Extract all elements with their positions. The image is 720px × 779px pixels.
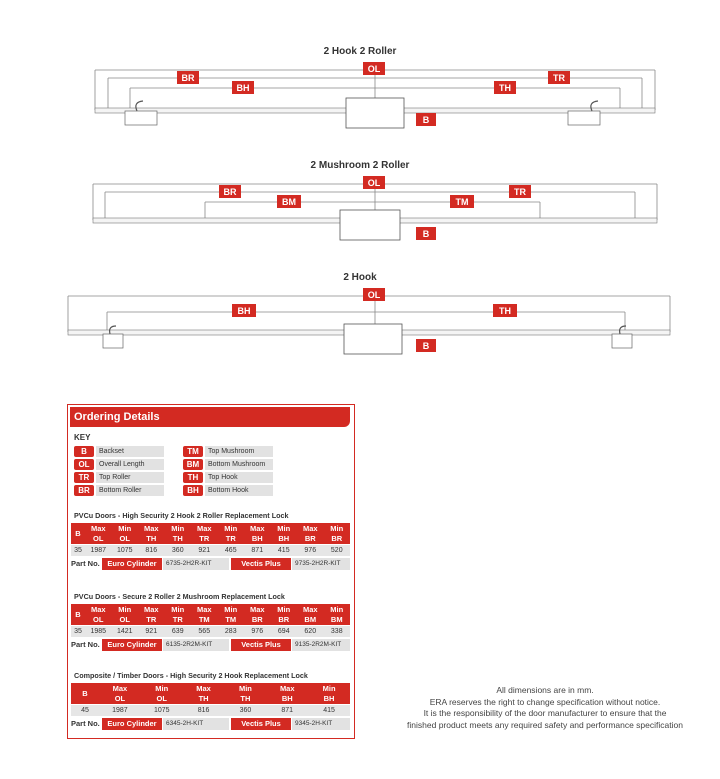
svg-text:TR: TR (553, 73, 565, 83)
value-cell: 921 (198, 547, 211, 554)
section-title: Composite / Timber Doors - High Security 2 Hook Replacement Lock (74, 671, 308, 680)
header-cell: Min BM (330, 604, 344, 624)
diagram-2-hook (0, 284, 720, 356)
vectis-plus-tag: Vectis Plus (231, 558, 291, 570)
notes-block (370, 685, 720, 731)
value-cell: 465 (224, 547, 237, 554)
key-item-overall-length: OL Overall Length (74, 459, 166, 470)
diagram-title-2-mushroom-2-roller: 2 Mushroom 2 Roller (310, 160, 410, 171)
header-cell: Max BR (302, 523, 318, 543)
header-cell: Min BR (277, 604, 291, 624)
euro-cylinder-code: 6345-2H-KIT (163, 718, 229, 730)
svg-text:OL: OL (367, 290, 381, 300)
svg-text:BH: BH (236, 83, 250, 93)
value-cell: 565 (198, 628, 211, 635)
header-cell: Min OL (118, 523, 132, 543)
value-cell: 338 (330, 628, 343, 635)
svg-text:B: B (422, 115, 430, 125)
key-item-backset: B Backset (74, 446, 166, 457)
header-cell: B (82, 688, 88, 698)
key-item-top-hook: TH Top Hook (183, 472, 275, 483)
svg-text:OL: OL (367, 178, 381, 188)
tag-bm (277, 195, 301, 208)
diagram-2-hook-2-roller (0, 58, 720, 130)
tag-bh (232, 81, 254, 94)
header-cell: Max TM (196, 604, 212, 624)
value-cell: 520 (330, 547, 343, 554)
header-cell: Max TR (143, 604, 159, 624)
header-cell: Min BH (322, 683, 336, 703)
part-number-label: Part No. (71, 559, 100, 568)
ordering-details-panel (67, 404, 355, 739)
svg-text:B: B (422, 341, 430, 351)
part-number-label: Part No. (71, 640, 100, 649)
header-cell: Max OL (90, 523, 106, 543)
value-cell: 694 (277, 628, 290, 635)
header-cell: Max TR (196, 523, 212, 543)
svg-text:B: B (422, 229, 430, 239)
key-item-bottom-mushroom: BM Bottom Mushroom (183, 459, 275, 470)
header-cell: Min TH (171, 523, 185, 543)
tag-ol (363, 176, 385, 189)
svg-text:BM: BM (282, 197, 296, 207)
value-cell: 1075 (116, 547, 133, 554)
tag-ol (363, 62, 385, 75)
header-cell: Max TH (143, 523, 159, 543)
value-cell: 639 (171, 628, 184, 635)
svg-text:BR: BR (181, 73, 195, 83)
header-cell: Min TH (238, 683, 252, 703)
header-cell: Min TR (224, 523, 238, 543)
svg-text:BR: BR (223, 187, 237, 197)
header-cell: Max OL (112, 683, 128, 703)
tag-ol (363, 288, 385, 301)
svg-text:TR: TR (514, 187, 526, 197)
value-cell: 415 (277, 547, 290, 554)
table-value-row (71, 626, 350, 637)
value-cell: 1987 (112, 707, 128, 714)
value-cell: 976 (304, 547, 317, 554)
header-cell: Min BH (277, 523, 291, 543)
euro-cylinder-code: 6135-2R2M-KIT (163, 639, 229, 651)
value-cell: 871 (251, 547, 264, 554)
euro-cylinder-tag: Euro Cylinder (102, 558, 162, 570)
header-cell: Max BR (249, 604, 265, 624)
svg-text:BH: BH (237, 306, 251, 316)
tag-tm (450, 195, 474, 208)
key-item-top-mushroom: TM Top Mushroom (183, 446, 275, 457)
section-title: PVCu Doors - High Security 2 Hook 2 Roller Replacement Lock (74, 511, 289, 520)
table-value-row (71, 545, 350, 556)
svg-text:TM: TM (455, 197, 469, 207)
key-item-bottom-roller: BR Bottom Roller (74, 485, 166, 496)
value-cell: 283 (224, 628, 237, 635)
header-cell: B (75, 528, 81, 538)
vectis-plus-code: 9135-2R2M-KIT (292, 639, 350, 651)
header-cell: Min OL (155, 683, 169, 703)
header-cell: Min TR (171, 604, 185, 624)
vectis-plus-code: 9345-2H-KIT (292, 718, 350, 730)
value-cell: 921 (145, 628, 158, 635)
value-cell: 1985 (90, 628, 107, 635)
table-value-row (71, 705, 350, 716)
key-title: KEY (74, 433, 91, 442)
value-cell: 45 (81, 707, 89, 714)
note-line: It is the responsibility of the door manufacturer to ensure that the (423, 708, 667, 718)
header-cell: Max BH (279, 683, 295, 703)
vectis-plus-tag: Vectis Plus (231, 639, 291, 651)
tag-tr (548, 71, 570, 84)
tag-b (416, 339, 436, 352)
svg-text:TH: TH (499, 83, 511, 93)
tag-tr (509, 185, 531, 198)
value-cell: 816 (145, 547, 158, 554)
tag-th (494, 81, 516, 94)
key-item-top-roller: TR Top Roller (74, 472, 166, 483)
header-cell: Min OL (118, 604, 132, 624)
vectis-plus-tag: Vectis Plus (231, 718, 291, 730)
part-number-row (71, 718, 350, 730)
value-cell: 35 (74, 628, 82, 635)
value-cell: 1987 (90, 547, 107, 554)
value-cell: 35 (74, 547, 82, 554)
tag-th (493, 304, 517, 317)
note-line: finished product meets any required safety and performance specification (407, 719, 683, 730)
part-number-row (71, 639, 350, 651)
euro-cylinder-code: 6735-2H2R-KIT (163, 558, 229, 570)
value-cell: 976 (251, 628, 264, 635)
value-cell: 360 (239, 707, 252, 714)
header-cell: Max BM (302, 604, 318, 624)
value-cell: 871 (281, 707, 294, 714)
table-header-row (71, 683, 350, 704)
header-cell: B (75, 609, 81, 619)
value-cell: 620 (304, 628, 317, 635)
header-cell: Max OL (90, 604, 106, 624)
part-number-row (71, 558, 350, 570)
tag-br (177, 71, 199, 84)
value-cell: 816 (197, 707, 210, 714)
section-title: PVCu Doors - Secure 2 Roller 2 Mushroom Replacement Lock (74, 592, 285, 601)
key-item-bottom-hook: BH Bottom Hook (183, 485, 275, 496)
header-cell: Min TM (224, 604, 238, 624)
tag-bh (232, 304, 256, 317)
tag-b (416, 113, 436, 126)
ordering-details-title: Ordering Details (70, 407, 350, 427)
vectis-plus-code: 9735-2H2R-KIT (292, 558, 350, 570)
table-header-row (71, 523, 350, 544)
header-cell: Min BR (330, 523, 344, 543)
diagram-2-mushroom-2-roller (0, 172, 720, 244)
diagram-title-2-hook: 2 Hook (343, 272, 377, 283)
header-cell: Max BH (249, 523, 265, 543)
value-cell: 1421 (116, 628, 133, 635)
header-cell: Max TH (196, 683, 211, 703)
tag-br (219, 185, 241, 198)
table-header-row (71, 604, 350, 625)
note-line: ERA reserves the right to change specification without notice. (429, 696, 661, 707)
svg-text:TH: TH (499, 306, 511, 316)
svg-text:OL: OL (367, 64, 381, 74)
diagram-title-2-hook-2-roller: 2 Hook 2 Roller (323, 46, 397, 57)
part-number-label: Part No. (71, 719, 100, 728)
value-cell: 1075 (153, 707, 170, 714)
tag-b (416, 227, 436, 240)
note-line: All dimensions are in mm. (496, 685, 594, 695)
value-cell: 360 (171, 547, 184, 554)
value-cell: 415 (323, 707, 335, 714)
euro-cylinder-tag: Euro Cylinder (102, 639, 162, 651)
euro-cylinder-tag: Euro Cylinder (102, 718, 162, 730)
